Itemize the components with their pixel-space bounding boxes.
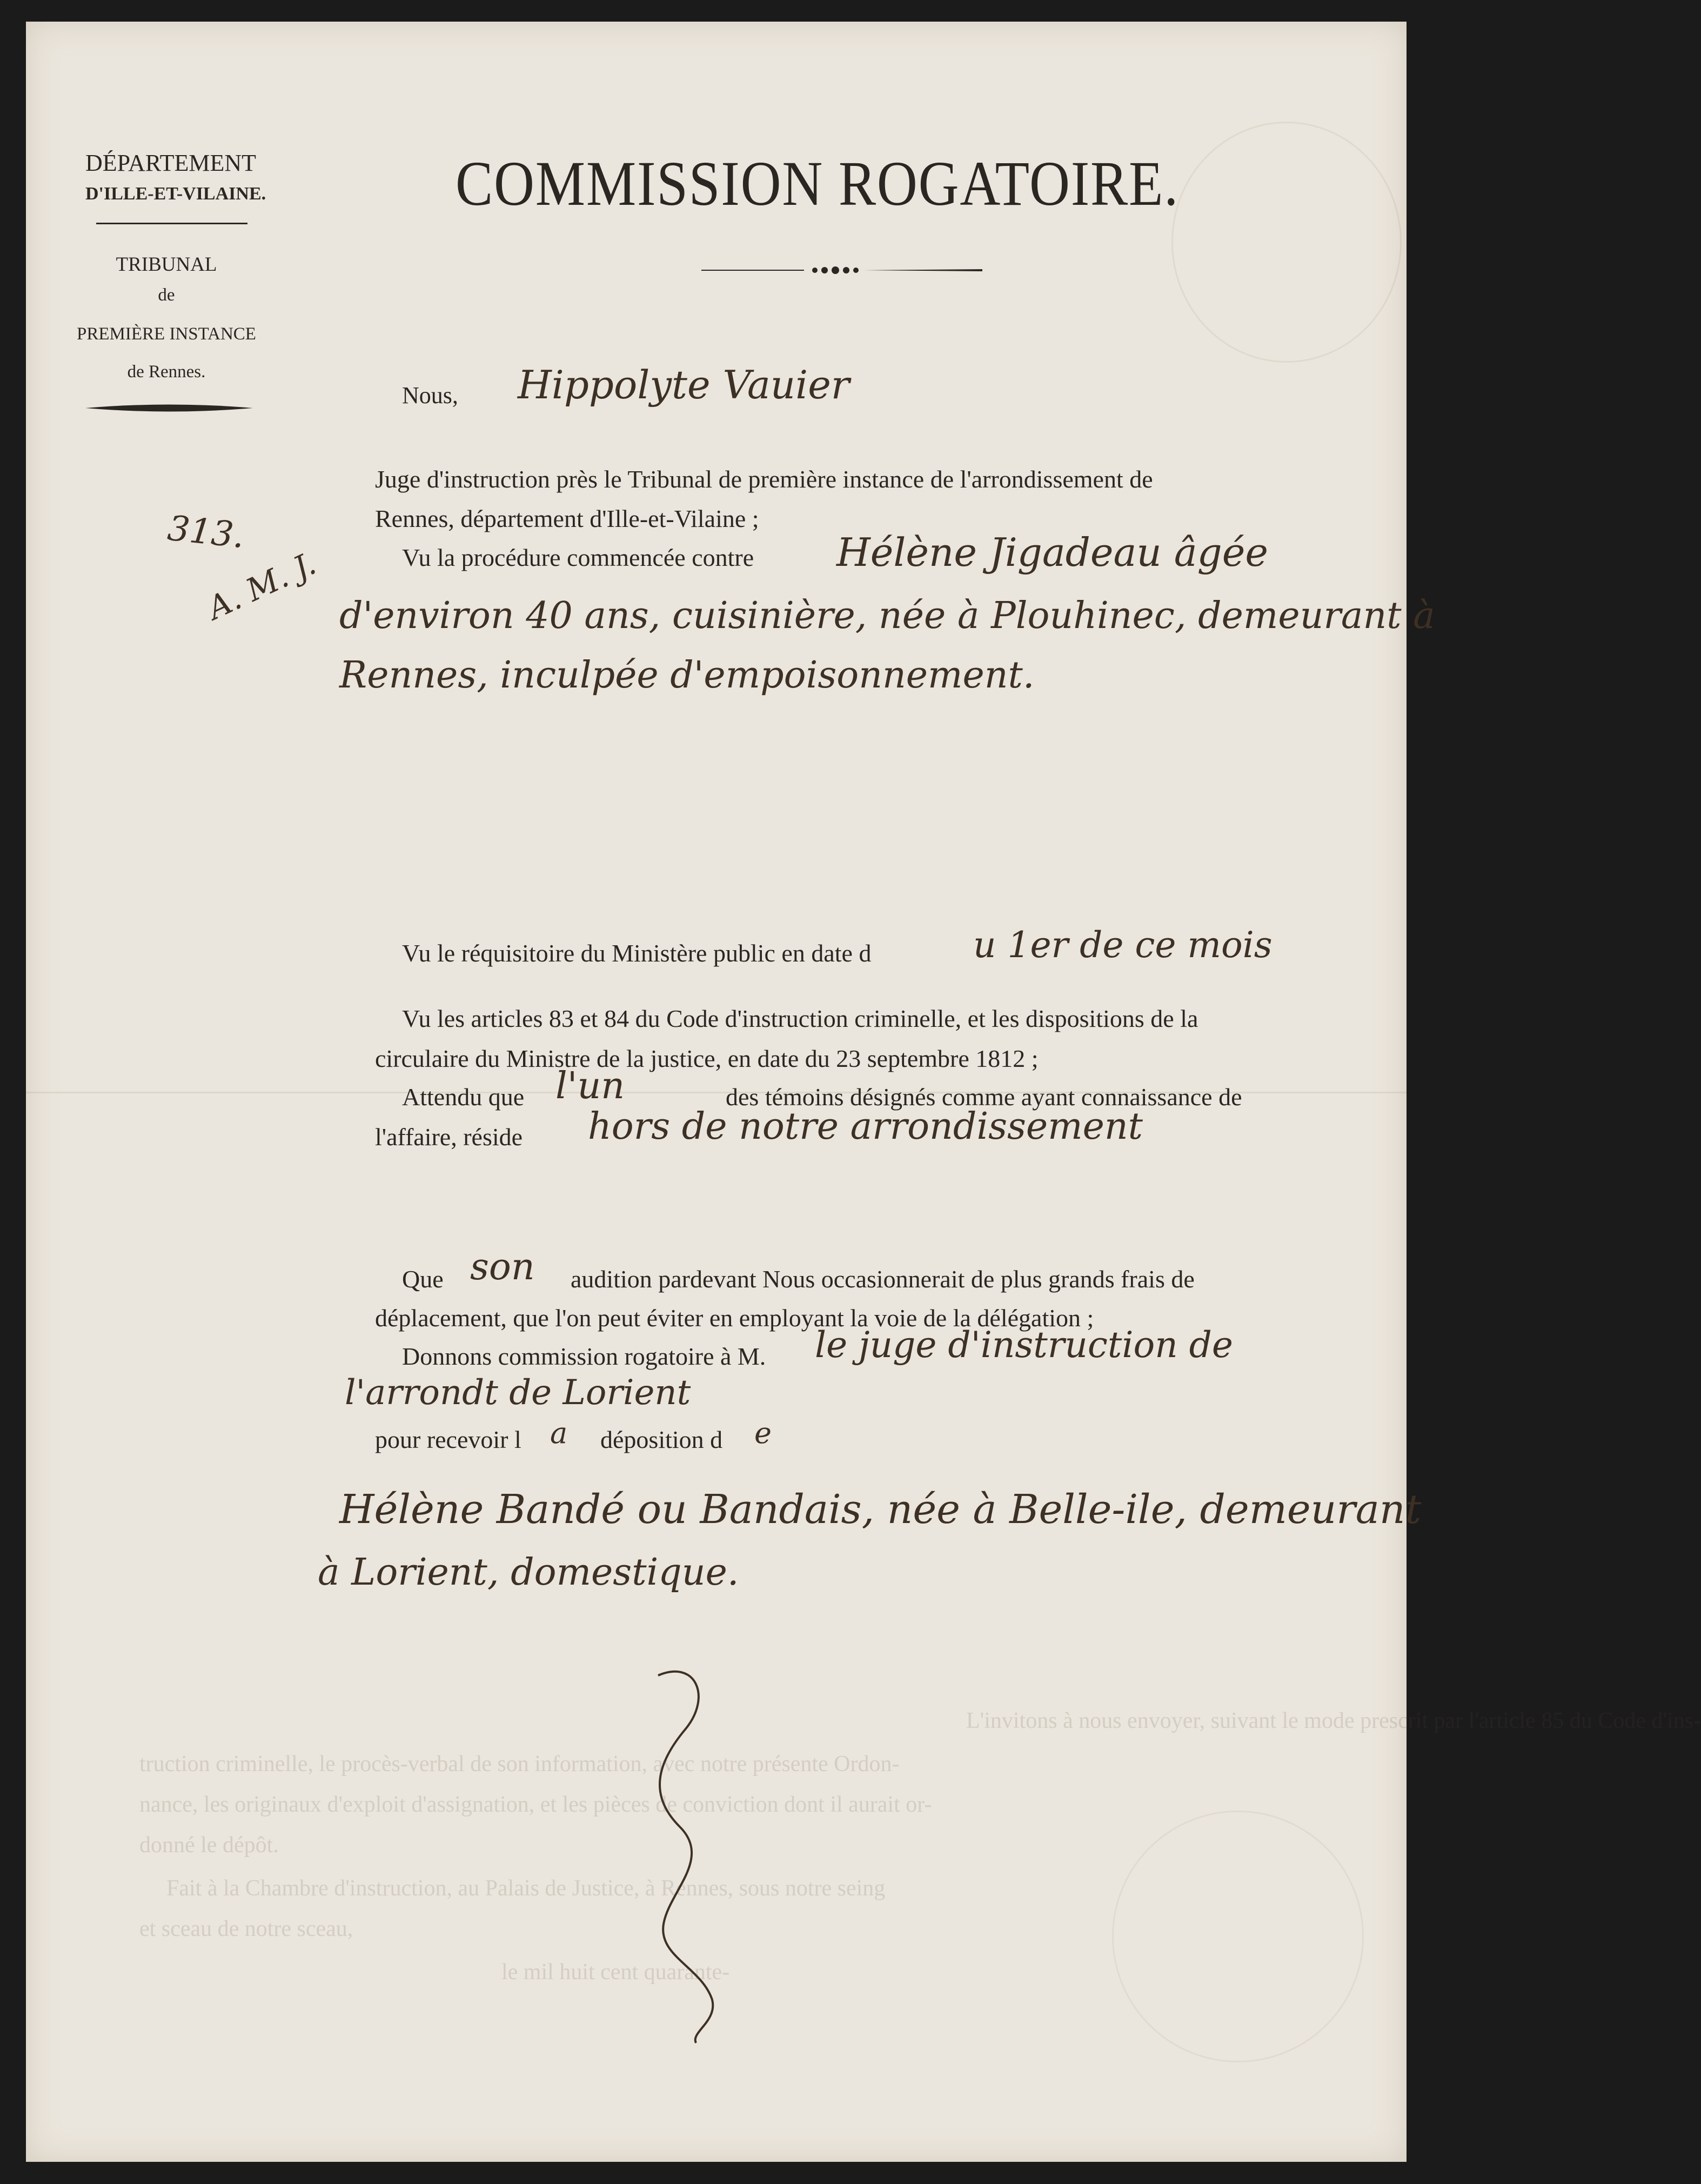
articles-line2: circulaire du Ministre de la justice, en date du 23 septembre 1812 ;	[375, 1045, 1039, 1072]
nous-label: Nous,	[402, 382, 458, 409]
que-prefix: Que	[402, 1265, 444, 1293]
footer-line7: le mil huit cent quarante-	[501, 1960, 730, 1985]
seal-ghost-bottom	[1112, 1811, 1364, 2062]
attendu-suffix: des témoins désignés comme ayant connaissance de	[726, 1083, 1242, 1111]
articles-line1: Vu les articles 83 et 84 du Code d'instruction criminelle, et les dispositions de la	[402, 1005, 1198, 1032]
juge-line2: Rennes, département d'Ille-et-Vilaine ;	[375, 505, 759, 532]
tribunal-line1: TRIBUNAL	[116, 253, 217, 276]
que-suffix: audition pardevant Nous occasionnerait de plus grands frais de	[571, 1265, 1195, 1293]
witness-line2: à Lorient, domestique.	[318, 1551, 739, 1594]
tribunal-line3: PREMIÈRE INSTANCE	[77, 324, 256, 344]
cancellation-squiggle	[626, 1665, 755, 2043]
margin-initials: A. M. J.	[202, 545, 322, 627]
recevoir-hand2: e	[754, 1416, 772, 1450]
footer-line1: L'invitons à nous envoyer, suivant le mode prescrit par l'article 85 du Code d'ins-	[966, 1708, 1701, 1733]
recevoir-prefix: pour recevoir l	[375, 1426, 521, 1453]
deplacement-text: déplacement, que l'on peut éviter en employant la voie de la délégation ;	[375, 1304, 1094, 1332]
footer-line3: nance, les originaux d'exploit d'assignation, et les pièces de conviction dont il aurait or-	[139, 1792, 932, 1817]
footer-line5: Fait à la Chambre d'instruction, au Palais de Justice, à Rennes, sous notre seing	[166, 1876, 886, 1901]
document-page	[26, 22, 1701, 2162]
affaire-prefix: l'affaire, réside	[375, 1123, 523, 1151]
footer-line2: truction criminelle, le procès-verbal de son information, avec notre présente Ordon-	[139, 1752, 900, 1776]
que-hand: son	[470, 1246, 535, 1288]
department-line2: D'ILLE-ET-VILAINE.	[85, 184, 266, 204]
tribunal-line2: de	[158, 285, 175, 305]
donnons-hand: le juge d'instruction de	[815, 1324, 1233, 1366]
vu-procedure: Vu la procédure commencée contre	[402, 544, 754, 571]
accused-line1: Hélène Jigadeau âgée	[836, 530, 1268, 575]
department-line1: DÉPARTEMENT	[85, 150, 256, 176]
recevoir-mid: déposition d	[600, 1426, 723, 1453]
judge-name: Hippolyte Vauier	[518, 362, 850, 408]
donnons-text: Donnons commission rogatoire à M.	[402, 1343, 766, 1370]
recevoir-hand1: a	[550, 1416, 568, 1450]
seal-ghost	[1171, 122, 1402, 363]
tribunal-line4: de Rennes.	[127, 362, 206, 382]
accused-line2: d'environ 40 ans, cuisinière, née à Plouhinec, demeurant à	[339, 595, 1435, 637]
ornamental-rule	[83, 400, 256, 416]
attendu-hand: l'un	[555, 1065, 625, 1107]
title-ornament	[701, 264, 982, 277]
page-title: COMMISSION ROGATOIRE.	[456, 148, 1179, 219]
accused-line3: Rennes, inculpée d'empoisonnement.	[339, 654, 1035, 697]
footer-line6: et sceau de notre sceau,	[139, 1916, 353, 1941]
witness-line1: Hélène Bandé ou Bandais, née à Belle-ile, demeurant	[339, 1486, 1422, 1533]
header-divider	[96, 223, 247, 224]
requisitoire-text: Vu le réquisitoire du Ministère public en date d	[402, 939, 872, 967]
attendu-prefix: Attendu que	[402, 1083, 525, 1111]
footer-line4: donné le dépôt.	[139, 1833, 279, 1858]
requisitoire-date: u 1er de ce mois	[973, 924, 1273, 966]
affaire-hand: hors de notre arrondissement	[588, 1105, 1143, 1148]
margin-number: 313.	[165, 508, 246, 557]
arrond-hand: l'arrondt de Lorient	[345, 1373, 691, 1413]
juge-line1: Juge d'instruction près le Tribunal de première instance de l'arrondissement de	[375, 465, 1153, 493]
